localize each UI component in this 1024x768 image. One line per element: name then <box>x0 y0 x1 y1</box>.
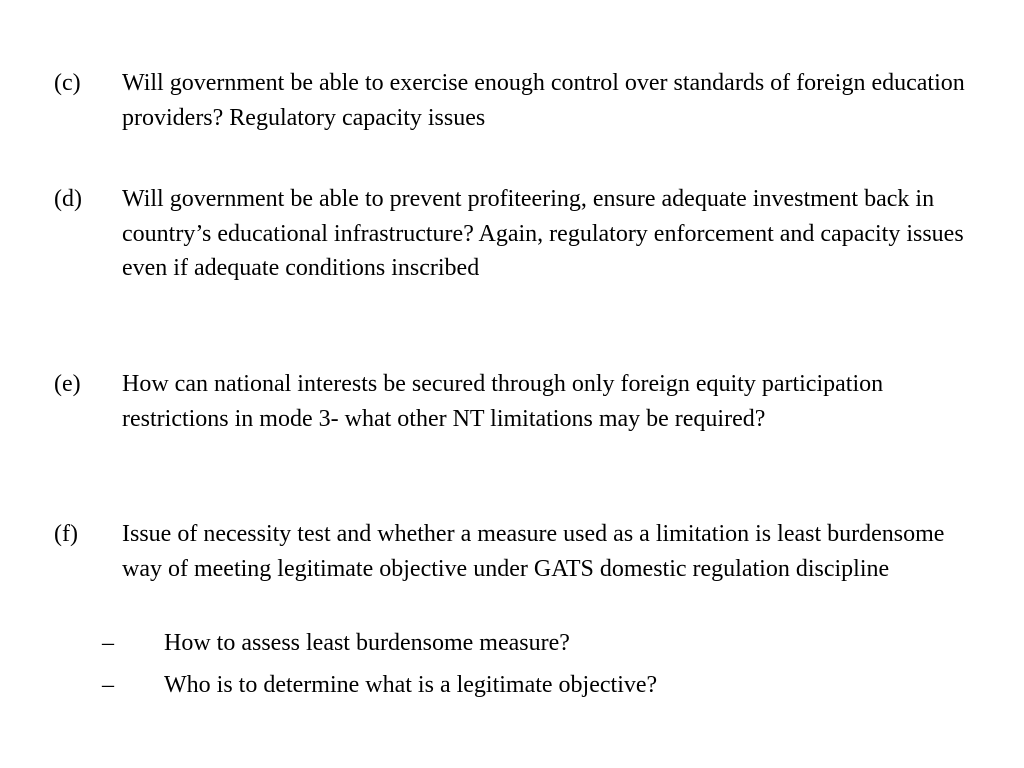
list-marker: (c) <box>54 70 81 96</box>
dash-bullet: – <box>102 630 114 656</box>
list-item-f <box>54 517 974 586</box>
list-marker: (e) <box>54 371 81 397</box>
sub-list-item-text: How to assess least burdensome measure? <box>164 630 570 656</box>
list-item-text: Will government be able to exercise enough control over standards of foreign education providers? Regulatory capacity issues <box>122 70 965 131</box>
sub-list-item <box>102 626 962 661</box>
list-item-c <box>54 66 974 135</box>
list-item-d <box>54 182 974 286</box>
list-item-text: Issue of necessity test and whether a measure used as a limitation is least burdensome way of meeting legitimate objective under GATS domestic regulation discipline <box>122 521 945 582</box>
list-item-text: Will government be able to prevent profiteering, ensure adequate investment back in country’s educational infrastructure? Again, regulatory enforcement and capacity issues even if adequate conditions inscribed <box>122 186 964 281</box>
list-item-text: How can national interests be secured through only foreign equity participation restrictions in mode 3- what other NT limitations may be required? <box>122 371 884 432</box>
list-marker: (d) <box>54 186 82 212</box>
dash-bullet: – <box>102 672 114 698</box>
list-marker: (f) <box>54 521 78 547</box>
list-item-e <box>54 367 974 436</box>
sub-list-item <box>102 668 962 703</box>
sub-list-item-text: Who is to determine what is a legitimate objective? <box>164 672 658 698</box>
